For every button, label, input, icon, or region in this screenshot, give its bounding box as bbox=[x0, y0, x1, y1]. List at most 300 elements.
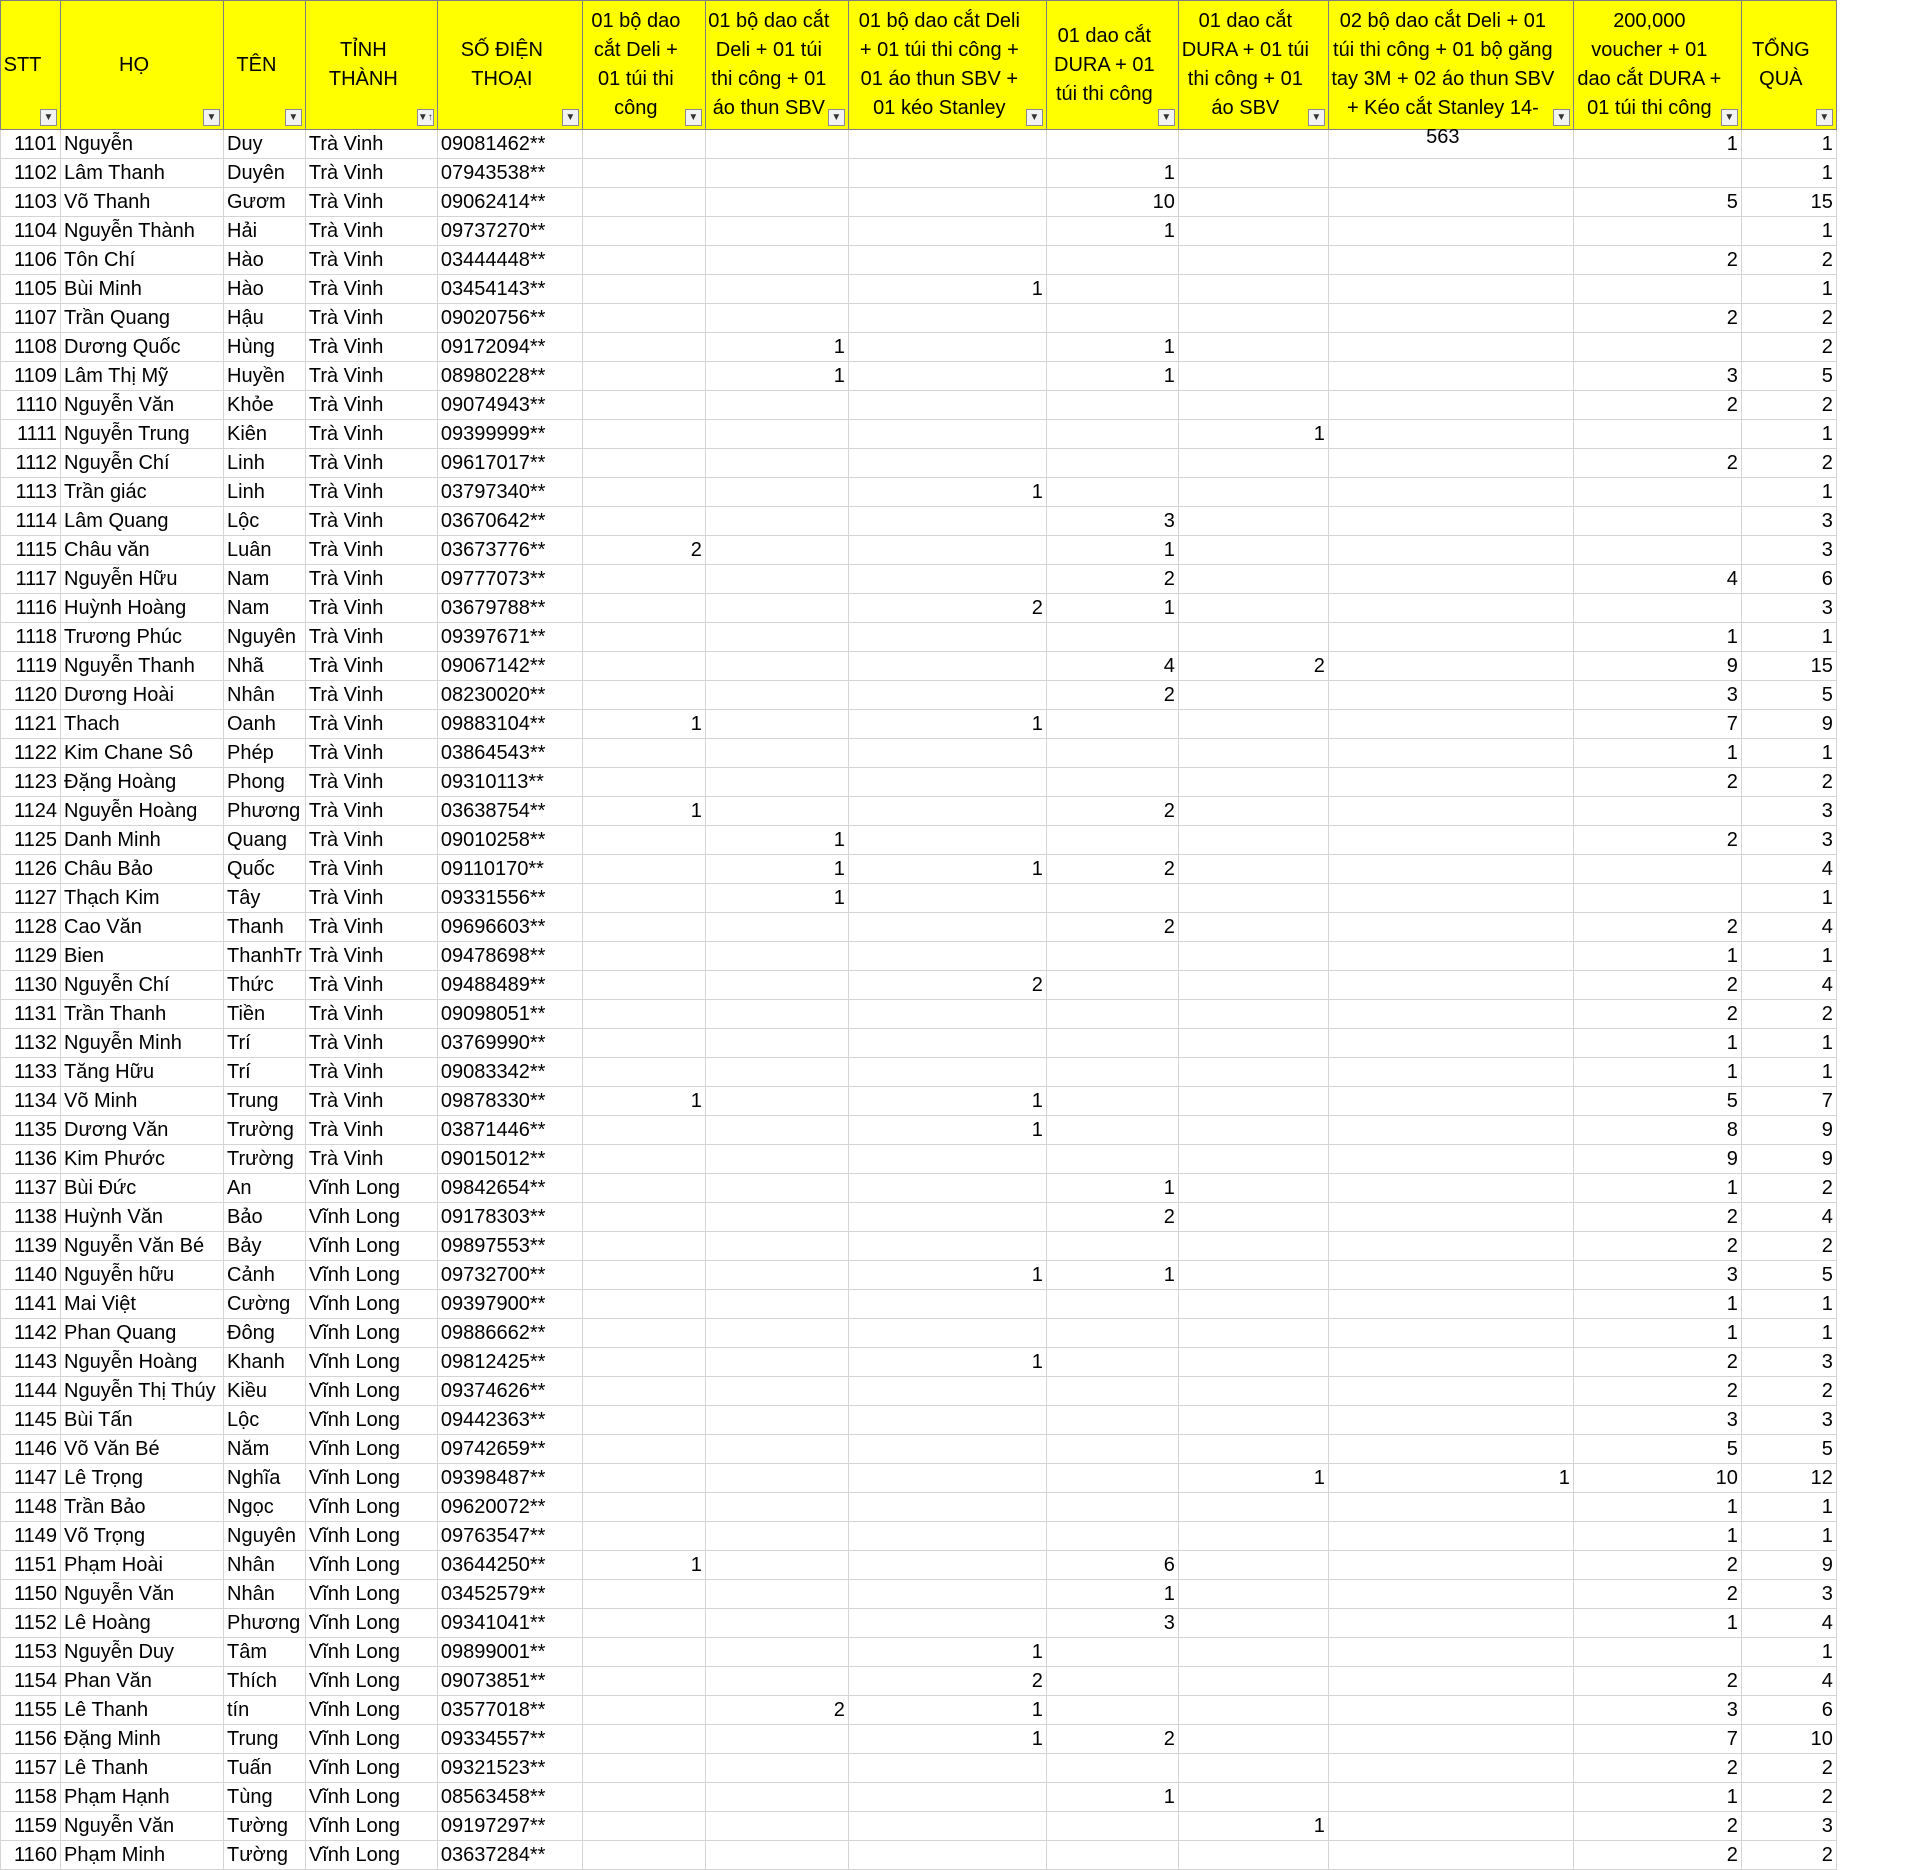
cell-tinh-thanh[interactable]: Vĩnh Long bbox=[305, 1464, 437, 1493]
cell-tinh-thanh[interactable]: Trà Vinh bbox=[305, 971, 437, 1000]
cell-deli-tui[interactable] bbox=[582, 478, 705, 507]
cell-stt[interactable]: 1105 bbox=[1, 275, 61, 304]
cell-ho[interactable]: Nguyễn Minh bbox=[61, 1029, 224, 1058]
cell-deli-tui-ao-keo[interactable]: 1 bbox=[848, 710, 1046, 739]
cell-stt[interactable]: 1135 bbox=[1, 1116, 61, 1145]
cell-ho[interactable]: Phạm Hạnh bbox=[61, 1783, 224, 1812]
cell-tinh-thanh[interactable]: Trà Vinh bbox=[305, 333, 437, 362]
cell-tinh-thanh[interactable]: Trà Vinh bbox=[305, 652, 437, 681]
cell-deli-tui[interactable] bbox=[582, 1783, 705, 1812]
cell-dura-tui[interactable] bbox=[1046, 246, 1178, 275]
cell-tong-qua[interactable]: 2 bbox=[1741, 333, 1836, 362]
cell-combo-3m[interactable] bbox=[1328, 1174, 1573, 1203]
cell-deli-tui[interactable] bbox=[582, 913, 705, 942]
cell-deli-tui-ao-keo[interactable] bbox=[848, 159, 1046, 188]
cell-combo-3m[interactable] bbox=[1328, 652, 1573, 681]
cell-stt[interactable]: 1111 bbox=[1, 420, 61, 449]
cell-tinh-thanh[interactable]: Vĩnh Long bbox=[305, 1174, 437, 1203]
cell-dura-tui[interactable]: 1 bbox=[1046, 536, 1178, 565]
cell-stt[interactable]: 1125 bbox=[1, 826, 61, 855]
cell-combo-3m[interactable] bbox=[1328, 391, 1573, 420]
cell-voucher-dura[interactable]: 1 bbox=[1573, 623, 1741, 652]
cell-combo-3m[interactable] bbox=[1328, 623, 1573, 652]
cell-ho[interactable]: Nguyễn Thành bbox=[61, 217, 224, 246]
cell-deli-tui-ao-keo[interactable]: 1 bbox=[848, 1725, 1046, 1754]
cell-stt[interactable]: 1141 bbox=[1, 1290, 61, 1319]
cell-tong-qua[interactable]: 1 bbox=[1741, 1493, 1836, 1522]
cell-deli-tui-ao[interactable] bbox=[705, 1000, 848, 1029]
cell-deli-tui[interactable] bbox=[582, 1406, 705, 1435]
cell-tong-qua[interactable]: 3 bbox=[1741, 1812, 1836, 1841]
cell-combo-3m[interactable] bbox=[1328, 1841, 1573, 1870]
cell-stt[interactable]: 1158 bbox=[1, 1783, 61, 1812]
cell-dura-tui-ao[interactable] bbox=[1178, 1377, 1328, 1406]
cell-tinh-thanh[interactable]: Vĩnh Long bbox=[305, 1493, 437, 1522]
cell-tong-qua[interactable]: 2 bbox=[1741, 304, 1836, 333]
cell-ho[interactable]: Mai Việt bbox=[61, 1290, 224, 1319]
cell-deli-tui[interactable] bbox=[582, 333, 705, 362]
cell-tinh-thanh[interactable]: Trà Vinh bbox=[305, 710, 437, 739]
cell-ho[interactable]: Nguyễn Chí bbox=[61, 971, 224, 1000]
cell-so-dien-thoai[interactable]: 07943538** bbox=[437, 159, 582, 188]
cell-combo-3m[interactable] bbox=[1328, 826, 1573, 855]
cell-deli-tui[interactable] bbox=[582, 1580, 705, 1609]
cell-ho[interactable]: Nguyễn Thanh bbox=[61, 652, 224, 681]
cell-tong-qua[interactable]: 4 bbox=[1741, 913, 1836, 942]
cell-voucher-dura[interactable]: 2 bbox=[1573, 391, 1741, 420]
cell-dura-tui-ao[interactable] bbox=[1178, 768, 1328, 797]
cell-so-dien-thoai[interactable]: 03673776** bbox=[437, 536, 582, 565]
cell-ten[interactable]: Hào bbox=[224, 275, 306, 304]
cell-ten[interactable]: Tây bbox=[224, 884, 306, 913]
cell-tong-qua[interactable]: 1 bbox=[1741, 1029, 1836, 1058]
cell-ten[interactable]: Trường bbox=[224, 1145, 306, 1174]
cell-dura-tui[interactable] bbox=[1046, 1319, 1178, 1348]
cell-tong-qua[interactable]: 9 bbox=[1741, 1145, 1836, 1174]
cell-stt[interactable]: 1155 bbox=[1, 1696, 61, 1725]
cell-dura-tui-ao[interactable] bbox=[1178, 449, 1328, 478]
cell-deli-tui[interactable] bbox=[582, 1522, 705, 1551]
cell-tong-qua[interactable]: 4 bbox=[1741, 971, 1836, 1000]
cell-so-dien-thoai[interactable]: 09015012** bbox=[437, 1145, 582, 1174]
cell-dura-tui-ao[interactable] bbox=[1178, 710, 1328, 739]
cell-dura-tui-ao[interactable] bbox=[1178, 1406, 1328, 1435]
cell-deli-tui-ao[interactable]: 1 bbox=[705, 333, 848, 362]
cell-deli-tui[interactable] bbox=[582, 565, 705, 594]
cell-ten[interactable]: Nhân bbox=[224, 1580, 306, 1609]
cell-so-dien-thoai[interactable]: 03638754** bbox=[437, 797, 582, 826]
cell-deli-tui-ao[interactable] bbox=[705, 246, 848, 275]
cell-tong-qua[interactable]: 5 bbox=[1741, 1435, 1836, 1464]
cell-deli-tui-ao-keo[interactable] bbox=[848, 1464, 1046, 1493]
cell-dura-tui-ao[interactable] bbox=[1178, 797, 1328, 826]
cell-dura-tui[interactable] bbox=[1046, 1435, 1178, 1464]
cell-tong-qua[interactable]: 10 bbox=[1741, 1725, 1836, 1754]
cell-ho[interactable]: Nguyễn Văn bbox=[61, 1580, 224, 1609]
column-header-combo-3m[interactable] bbox=[1328, 1, 1573, 148]
cell-tinh-thanh[interactable]: Trà Vinh bbox=[305, 130, 437, 159]
cell-voucher-dura[interactable] bbox=[1573, 420, 1741, 449]
cell-stt[interactable]: 1134 bbox=[1, 1087, 61, 1116]
cell-tinh-thanh[interactable]: Trà Vinh bbox=[305, 884, 437, 913]
cell-voucher-dura[interactable]: 2 bbox=[1573, 1812, 1741, 1841]
cell-deli-tui[interactable] bbox=[582, 1029, 705, 1058]
cell-deli-tui-ao-keo[interactable]: 1 bbox=[848, 1087, 1046, 1116]
cell-ho[interactable]: Võ Thanh bbox=[61, 188, 224, 217]
cell-tinh-thanh[interactable]: Trà Vinh bbox=[305, 855, 437, 884]
cell-so-dien-thoai[interactable]: 09742659** bbox=[437, 1435, 582, 1464]
cell-voucher-dura[interactable]: 3 bbox=[1573, 681, 1741, 710]
cell-dura-tui[interactable]: 1 bbox=[1046, 362, 1178, 391]
cell-dura-tui[interactable]: 2 bbox=[1046, 565, 1178, 594]
cell-tong-qua[interactable]: 1 bbox=[1741, 420, 1836, 449]
cell-dura-tui[interactable] bbox=[1046, 1087, 1178, 1116]
cell-tong-qua[interactable]: 1 bbox=[1741, 884, 1836, 913]
cell-deli-tui-ao[interactable]: 1 bbox=[705, 362, 848, 391]
cell-deli-tui-ao[interactable] bbox=[705, 1203, 848, 1232]
cell-combo-3m[interactable] bbox=[1328, 884, 1573, 913]
cell-voucher-dura[interactable]: 1 bbox=[1573, 1609, 1741, 1638]
cell-deli-tui-ao[interactable] bbox=[705, 1290, 848, 1319]
cell-ten[interactable]: Gươm bbox=[224, 188, 306, 217]
cell-deli-tui-ao-keo[interactable] bbox=[848, 1029, 1046, 1058]
cell-deli-tui-ao[interactable] bbox=[705, 565, 848, 594]
column-header-deli-tui[interactable] bbox=[582, 1, 705, 130]
cell-so-dien-thoai[interactable]: 08980228** bbox=[437, 362, 582, 391]
cell-so-dien-thoai[interactable]: 09310113** bbox=[437, 768, 582, 797]
cell-dura-tui-ao[interactable] bbox=[1178, 1116, 1328, 1145]
cell-stt[interactable]: 1142 bbox=[1, 1319, 61, 1348]
cell-tinh-thanh[interactable]: Vĩnh Long bbox=[305, 1377, 437, 1406]
cell-deli-tui[interactable] bbox=[582, 507, 705, 536]
cell-stt[interactable]: 1126 bbox=[1, 855, 61, 884]
cell-dura-tui-ao[interactable] bbox=[1178, 681, 1328, 710]
cell-dura-tui-ao[interactable] bbox=[1178, 1667, 1328, 1696]
cell-tong-qua[interactable]: 5 bbox=[1741, 681, 1836, 710]
cell-deli-tui-ao[interactable]: 1 bbox=[705, 826, 848, 855]
cell-deli-tui[interactable] bbox=[582, 855, 705, 884]
cell-combo-3m[interactable] bbox=[1328, 710, 1573, 739]
cell-deli-tui[interactable] bbox=[582, 1667, 705, 1696]
cell-dura-tui[interactable] bbox=[1046, 130, 1178, 159]
cell-deli-tui[interactable] bbox=[582, 1754, 705, 1783]
cell-deli-tui-ao-keo[interactable] bbox=[848, 1609, 1046, 1638]
cell-deli-tui-ao-keo[interactable]: 2 bbox=[848, 594, 1046, 623]
cell-dura-tui-ao[interactable] bbox=[1178, 362, 1328, 391]
cell-so-dien-thoai[interactable]: 03679788** bbox=[437, 594, 582, 623]
cell-deli-tui-ao-keo[interactable]: 1 bbox=[848, 855, 1046, 884]
cell-so-dien-thoai[interactable]: 09178303** bbox=[437, 1203, 582, 1232]
cell-tinh-thanh[interactable]: Trà Vinh bbox=[305, 1029, 437, 1058]
cell-tinh-thanh[interactable]: Trà Vinh bbox=[305, 420, 437, 449]
cell-stt[interactable]: 1117 bbox=[1, 565, 61, 594]
cell-deli-tui-ao[interactable] bbox=[705, 304, 848, 333]
cell-so-dien-thoai[interactable]: 09763547** bbox=[437, 1522, 582, 1551]
cell-deli-tui-ao[interactable] bbox=[705, 1261, 848, 1290]
cell-deli-tui-ao-keo[interactable] bbox=[848, 1290, 1046, 1319]
cell-ho[interactable]: Bùi Minh bbox=[61, 275, 224, 304]
cell-dura-tui[interactable]: 2 bbox=[1046, 1725, 1178, 1754]
cell-deli-tui[interactable] bbox=[582, 652, 705, 681]
filter-dropdown-icon[interactable]: ▼ bbox=[828, 109, 845, 126]
cell-combo-3m[interactable] bbox=[1328, 1522, 1573, 1551]
cell-deli-tui-ao-keo[interactable]: 1 bbox=[848, 275, 1046, 304]
cell-stt[interactable]: 1124 bbox=[1, 797, 61, 826]
cell-so-dien-thoai[interactable]: 09067142** bbox=[437, 652, 582, 681]
cell-combo-3m[interactable] bbox=[1328, 536, 1573, 565]
cell-tinh-thanh[interactable]: Trà Vinh bbox=[305, 449, 437, 478]
cell-dura-tui[interactable] bbox=[1046, 1348, 1178, 1377]
cell-dura-tui-ao[interactable] bbox=[1178, 1087, 1328, 1116]
cell-ten[interactable]: Phương bbox=[224, 1609, 306, 1638]
cell-stt[interactable]: 1116 bbox=[1, 594, 61, 623]
cell-deli-tui-ao-keo[interactable] bbox=[848, 1145, 1046, 1174]
cell-tinh-thanh[interactable]: Trà Vinh bbox=[305, 565, 437, 594]
cell-ten[interactable]: Thanh bbox=[224, 913, 306, 942]
cell-ten[interactable]: Trường bbox=[224, 1116, 306, 1145]
cell-dura-tui-ao[interactable] bbox=[1178, 1058, 1328, 1087]
cell-deli-tui[interactable] bbox=[582, 1841, 705, 1870]
column-header-dura-tui[interactable] bbox=[1046, 1, 1178, 130]
cell-tinh-thanh[interactable]: Vĩnh Long bbox=[305, 1580, 437, 1609]
cell-stt[interactable]: 1148 bbox=[1, 1493, 61, 1522]
cell-combo-3m[interactable] bbox=[1328, 1377, 1573, 1406]
cell-ho[interactable]: Dương Văn bbox=[61, 1116, 224, 1145]
cell-deli-tui-ao[interactable] bbox=[705, 971, 848, 1000]
cell-tong-qua[interactable]: 3 bbox=[1741, 1348, 1836, 1377]
cell-voucher-dura[interactable]: 2 bbox=[1573, 1000, 1741, 1029]
filter-dropdown-icon[interactable]: ▼ bbox=[1308, 109, 1325, 126]
cell-combo-3m[interactable] bbox=[1328, 159, 1573, 188]
cell-ten[interactable]: Cảnh bbox=[224, 1261, 306, 1290]
cell-stt[interactable]: 1132 bbox=[1, 1029, 61, 1058]
cell-combo-3m[interactable] bbox=[1328, 1783, 1573, 1812]
cell-tinh-thanh[interactable]: Vĩnh Long bbox=[305, 1667, 437, 1696]
cell-stt[interactable]: 1127 bbox=[1, 884, 61, 913]
cell-ho[interactable]: Kim Phước bbox=[61, 1145, 224, 1174]
cell-so-dien-thoai[interactable]: 09197297** bbox=[437, 1812, 582, 1841]
cell-deli-tui[interactable] bbox=[582, 1290, 705, 1319]
cell-so-dien-thoai[interactable]: 09899001** bbox=[437, 1638, 582, 1667]
cell-stt[interactable]: 1157 bbox=[1, 1754, 61, 1783]
cell-deli-tui[interactable]: 1 bbox=[582, 710, 705, 739]
cell-tong-qua[interactable]: 4 bbox=[1741, 1667, 1836, 1696]
cell-dura-tui-ao[interactable] bbox=[1178, 826, 1328, 855]
cell-dura-tui-ao[interactable] bbox=[1178, 1319, 1328, 1348]
cell-deli-tui-ao[interactable] bbox=[705, 1174, 848, 1203]
cell-combo-3m[interactable] bbox=[1328, 913, 1573, 942]
cell-so-dien-thoai[interactable]: 08563458** bbox=[437, 1783, 582, 1812]
cell-ho[interactable]: Nguyễn Hoàng bbox=[61, 1348, 224, 1377]
cell-dura-tui-ao[interactable] bbox=[1178, 884, 1328, 913]
column-header-voucher-dura[interactable] bbox=[1573, 1, 1741, 130]
cell-tong-qua[interactable]: 4 bbox=[1741, 855, 1836, 884]
cell-tinh-thanh[interactable]: Vĩnh Long bbox=[305, 1754, 437, 1783]
cell-dura-tui[interactable] bbox=[1046, 1754, 1178, 1783]
cell-dura-tui-ao[interactable] bbox=[1178, 1522, 1328, 1551]
cell-ten[interactable]: Kiên bbox=[224, 420, 306, 449]
cell-dura-tui-ao[interactable] bbox=[1178, 333, 1328, 362]
cell-tinh-thanh[interactable]: Vĩnh Long bbox=[305, 1725, 437, 1754]
cell-deli-tui-ao[interactable] bbox=[705, 739, 848, 768]
cell-dura-tui-ao[interactable]: 1 bbox=[1178, 1464, 1328, 1493]
cell-dura-tui[interactable]: 6 bbox=[1046, 1551, 1178, 1580]
cell-tong-qua[interactable]: 12 bbox=[1741, 1464, 1836, 1493]
cell-ten[interactable]: Nhã bbox=[224, 652, 306, 681]
cell-tong-qua[interactable]: 2 bbox=[1741, 1783, 1836, 1812]
cell-deli-tui-ao[interactable] bbox=[705, 217, 848, 246]
cell-dura-tui[interactable] bbox=[1046, 449, 1178, 478]
cell-so-dien-thoai[interactable]: 09397900** bbox=[437, 1290, 582, 1319]
cell-so-dien-thoai[interactable]: 09886662** bbox=[437, 1319, 582, 1348]
filter-dropdown-icon[interactable]: ▼ bbox=[1721, 109, 1738, 126]
cell-so-dien-thoai[interactable]: 09074943** bbox=[437, 391, 582, 420]
cell-dura-tui[interactable]: 4 bbox=[1046, 652, 1178, 681]
cell-combo-3m[interactable] bbox=[1328, 217, 1573, 246]
cell-ten[interactable]: Tuấn bbox=[224, 1754, 306, 1783]
cell-tong-qua[interactable]: 2 bbox=[1741, 1232, 1836, 1261]
cell-ho[interactable]: Trần Quang bbox=[61, 304, 224, 333]
cell-dura-tui[interactable] bbox=[1046, 739, 1178, 768]
cell-deli-tui-ao[interactable] bbox=[705, 797, 848, 826]
cell-ho[interactable]: Trương Phúc bbox=[61, 623, 224, 652]
cell-tinh-thanh[interactable]: Trà Vinh bbox=[305, 246, 437, 275]
cell-deli-tui-ao-keo[interactable] bbox=[848, 1377, 1046, 1406]
cell-ho[interactable]: Tôn Chí bbox=[61, 246, 224, 275]
cell-dura-tui-ao[interactable] bbox=[1178, 1261, 1328, 1290]
cell-dura-tui-ao[interactable] bbox=[1178, 507, 1328, 536]
cell-combo-3m[interactable] bbox=[1328, 971, 1573, 1000]
cell-tinh-thanh[interactable]: Trà Vinh bbox=[305, 188, 437, 217]
cell-tong-qua[interactable]: 1 bbox=[1741, 623, 1836, 652]
cell-ho[interactable]: Nguyễn Chí bbox=[61, 449, 224, 478]
cell-deli-tui-ao-keo[interactable] bbox=[848, 884, 1046, 913]
cell-so-dien-thoai[interactable]: 09620072** bbox=[437, 1493, 582, 1522]
cell-ho[interactable]: Huỳnh Hoàng bbox=[61, 594, 224, 623]
cell-dura-tui[interactable] bbox=[1046, 623, 1178, 652]
cell-tinh-thanh[interactable]: Trà Vinh bbox=[305, 681, 437, 710]
filter-dropdown-icon[interactable]: ▼ bbox=[1026, 109, 1043, 126]
cell-deli-tui[interactable] bbox=[582, 942, 705, 971]
cell-tinh-thanh[interactable]: Trà Vinh bbox=[305, 391, 437, 420]
cell-ten[interactable]: Nhân bbox=[224, 1551, 306, 1580]
cell-tong-qua[interactable]: 3 bbox=[1741, 826, 1836, 855]
cell-dura-tui[interactable]: 1 bbox=[1046, 159, 1178, 188]
cell-stt[interactable]: 1103 bbox=[1, 188, 61, 217]
cell-deli-tui-ao-keo[interactable] bbox=[848, 1754, 1046, 1783]
cell-tong-qua[interactable]: 1 bbox=[1741, 942, 1836, 971]
cell-deli-tui-ao[interactable] bbox=[705, 1319, 848, 1348]
cell-ho[interactable]: Phạm Hoài bbox=[61, 1551, 224, 1580]
cell-ho[interactable]: Nguyễn Thị Thúy bbox=[61, 1377, 224, 1406]
cell-so-dien-thoai[interactable]: 09062414** bbox=[437, 188, 582, 217]
cell-voucher-dura[interactable] bbox=[1573, 855, 1741, 884]
cell-voucher-dura[interactable]: 2 bbox=[1573, 1232, 1741, 1261]
cell-stt[interactable]: 1113 bbox=[1, 478, 61, 507]
cell-tinh-thanh[interactable]: Vĩnh Long bbox=[305, 1638, 437, 1667]
cell-deli-tui-ao-keo[interactable] bbox=[848, 1058, 1046, 1087]
cell-stt[interactable]: 1146 bbox=[1, 1435, 61, 1464]
cell-voucher-dura[interactable]: 8 bbox=[1573, 1116, 1741, 1145]
cell-stt[interactable]: 1136 bbox=[1, 1145, 61, 1174]
cell-so-dien-thoai[interactable]: 09696603** bbox=[437, 913, 582, 942]
cell-ho[interactable]: Kim Chane Sô bbox=[61, 739, 224, 768]
cell-dura-tui-ao[interactable] bbox=[1178, 478, 1328, 507]
cell-so-dien-thoai[interactable]: 09398487** bbox=[437, 1464, 582, 1493]
cell-so-dien-thoai[interactable]: 03797340** bbox=[437, 478, 582, 507]
cell-voucher-dura[interactable]: 5 bbox=[1573, 188, 1741, 217]
column-header-dura-tui-ao[interactable] bbox=[1178, 1, 1328, 130]
cell-dura-tui-ao[interactable]: 1 bbox=[1178, 1812, 1328, 1841]
cell-voucher-dura[interactable] bbox=[1573, 275, 1741, 304]
cell-tong-qua[interactable]: 6 bbox=[1741, 565, 1836, 594]
cell-dura-tui-ao[interactable] bbox=[1178, 275, 1328, 304]
cell-deli-tui-ao-keo[interactable] bbox=[848, 1232, 1046, 1261]
cell-voucher-dura[interactable] bbox=[1573, 478, 1741, 507]
cell-deli-tui[interactable] bbox=[582, 304, 705, 333]
cell-deli-tui-ao[interactable] bbox=[705, 1116, 848, 1145]
column-header-tong-qua[interactable] bbox=[1741, 1, 1836, 130]
cell-deli-tui-ao[interactable] bbox=[705, 1493, 848, 1522]
cell-ten[interactable]: Hải bbox=[224, 217, 306, 246]
cell-stt[interactable]: 1128 bbox=[1, 913, 61, 942]
cell-combo-3m[interactable] bbox=[1328, 1435, 1573, 1464]
cell-dura-tui[interactable]: 1 bbox=[1046, 217, 1178, 246]
cell-ten[interactable]: Nam bbox=[224, 594, 306, 623]
cell-dura-tui-ao[interactable] bbox=[1178, 1580, 1328, 1609]
cell-dura-tui[interactable]: 1 bbox=[1046, 1580, 1178, 1609]
cell-dura-tui-ao[interactable] bbox=[1178, 536, 1328, 565]
cell-dura-tui[interactable] bbox=[1046, 1116, 1178, 1145]
cell-deli-tui[interactable] bbox=[582, 1116, 705, 1145]
cell-so-dien-thoai[interactable]: 09478698** bbox=[437, 942, 582, 971]
cell-deli-tui[interactable] bbox=[582, 768, 705, 797]
cell-deli-tui-ao-keo[interactable] bbox=[848, 1812, 1046, 1841]
cell-ho[interactable]: Dương Hoài bbox=[61, 681, 224, 710]
cell-deli-tui-ao[interactable] bbox=[705, 1348, 848, 1377]
cell-ten[interactable]: Lộc bbox=[224, 1406, 306, 1435]
cell-deli-tui-ao[interactable] bbox=[705, 507, 848, 536]
cell-deli-tui-ao-keo[interactable]: 2 bbox=[848, 971, 1046, 1000]
cell-voucher-dura[interactable]: 3 bbox=[1573, 362, 1741, 391]
cell-combo-3m[interactable] bbox=[1328, 333, 1573, 362]
cell-dura-tui[interactable] bbox=[1046, 1841, 1178, 1870]
cell-deli-tui-ao[interactable] bbox=[705, 1464, 848, 1493]
cell-deli-tui[interactable]: 2 bbox=[582, 536, 705, 565]
cell-voucher-dura[interactable]: 5 bbox=[1573, 1087, 1741, 1116]
cell-tinh-thanh[interactable]: Trà Vinh bbox=[305, 594, 437, 623]
cell-tong-qua[interactable]: 9 bbox=[1741, 710, 1836, 739]
cell-deli-tui-ao[interactable] bbox=[705, 710, 848, 739]
cell-deli-tui-ao-keo[interactable] bbox=[848, 420, 1046, 449]
cell-ten[interactable]: Phép bbox=[224, 739, 306, 768]
cell-so-dien-thoai[interactable]: 09732700** bbox=[437, 1261, 582, 1290]
cell-deli-tui[interactable] bbox=[582, 188, 705, 217]
cell-ten[interactable]: Bảy bbox=[224, 1232, 306, 1261]
cell-ho[interactable]: Châu Bảo bbox=[61, 855, 224, 884]
cell-tinh-thanh[interactable]: Vĩnh Long bbox=[305, 1290, 437, 1319]
cell-voucher-dura[interactable]: 2 bbox=[1573, 971, 1741, 1000]
cell-so-dien-thoai[interactable]: 09777073** bbox=[437, 565, 582, 594]
cell-ho[interactable]: Thạch Kim bbox=[61, 884, 224, 913]
cell-dura-tui-ao[interactable] bbox=[1178, 1174, 1328, 1203]
cell-deli-tui-ao[interactable] bbox=[705, 594, 848, 623]
cell-stt[interactable]: 1109 bbox=[1, 362, 61, 391]
cell-combo-3m[interactable] bbox=[1328, 507, 1573, 536]
cell-voucher-dura[interactable]: 2 bbox=[1573, 246, 1741, 275]
cell-tinh-thanh[interactable]: Trà Vinh bbox=[305, 507, 437, 536]
cell-dura-tui[interactable] bbox=[1046, 1667, 1178, 1696]
